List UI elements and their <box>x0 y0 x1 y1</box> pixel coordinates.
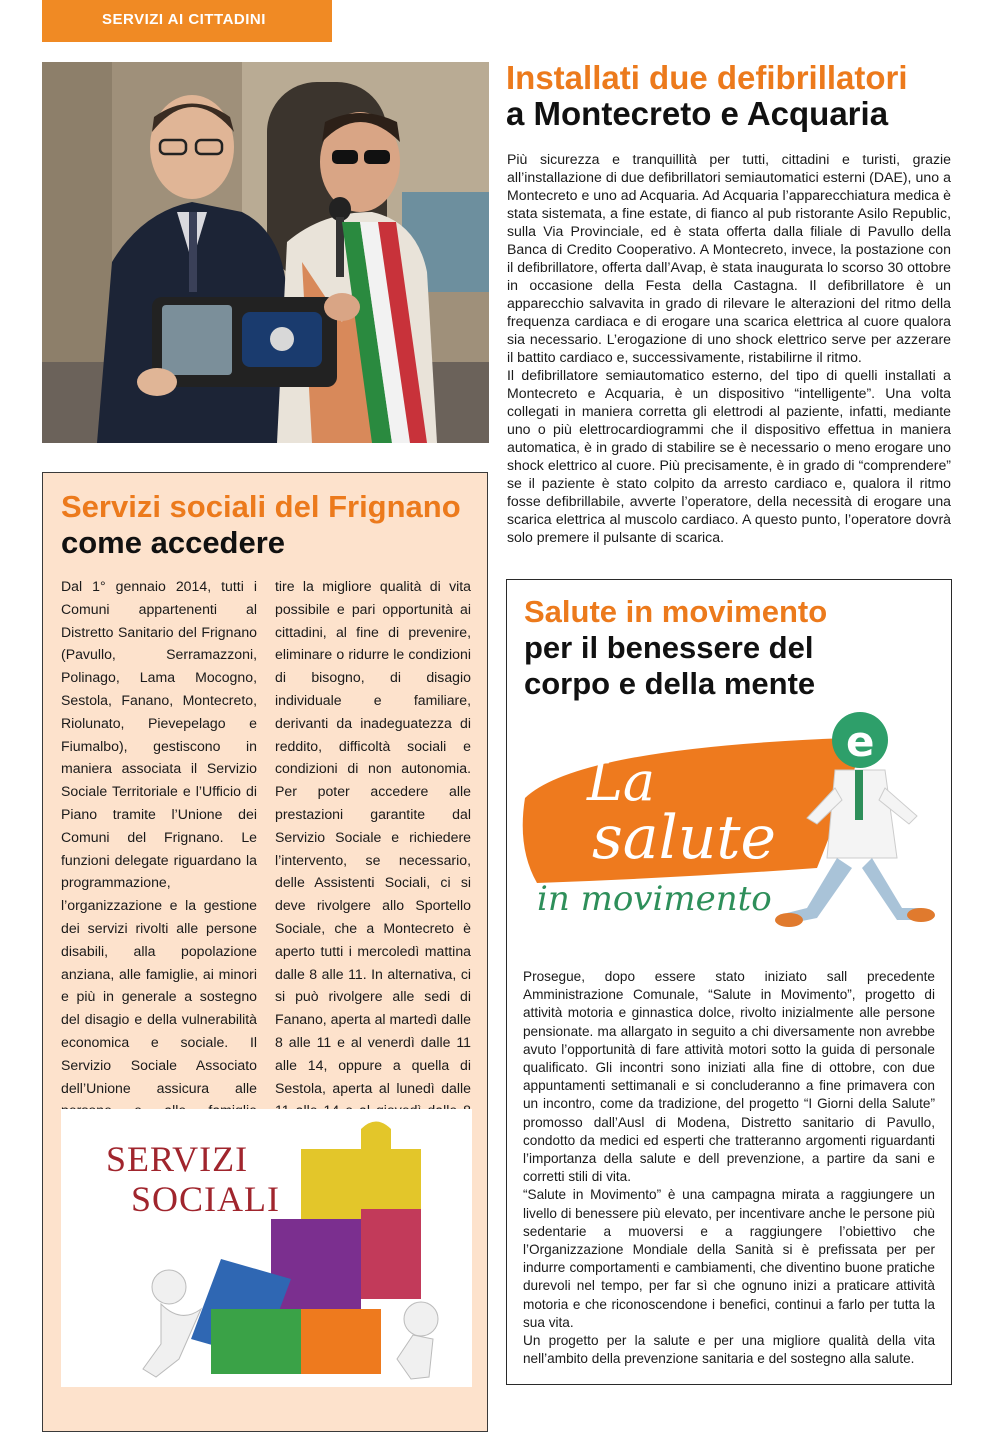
logo-word-la: La <box>587 750 656 813</box>
salute-title-line1: Salute in movimento <box>524 594 828 629</box>
salute-paragraph-3: Un progetto per la salute e per una migliore qualità della vita nell’ambito della prevenzione sanitaria e del sostegno alla salute. <box>523 1333 935 1367</box>
salute-title <box>524 594 944 702</box>
salute-paragraph-2: “Salute in Movimento” è una campagna mirata a raggiungere un livello di benessere più elevato, per incentivare anche le persone più sedentarie a muoversi e a raggiungere l’obiettivo che l’Organizzazione Mondiale della Sanità si è prefissata per per indurre comportamenti e cambiamenti, che diventino buone pratiche durevoli nel tempo, per far sì che ognuno inizi a praticare attività motoria e che riconoscendone i benefici, continui a farlo per tutta la sua vita. <box>523 1187 935 1330</box>
defibrillator-article-body <box>507 150 951 546</box>
sociali-text: SOCIALI <box>131 1179 280 1219</box>
social-services-title <box>61 489 481 561</box>
puzzle-illustration <box>61 1109 472 1387</box>
defibrillator-paragraph-1: Più sicurezza e tranquillità per tutti, cittadini e turisti, grazie all’installazione di due defibrillatori semiautomatici esterni (DAE), uno a Montecreto e uno ad Acquaria. Ad Acquaria l’apparecchiatura medica è stata sistemata, a fine estate, di fianco al pub ristorante Asilo Republic, sulla Via Provinciale, ed è stata offerta dalla filiale di Pavullo della Banca di Credito Cooperativo. A Montecreto, invece, la postazione con il defibrillatore, offerta dall’Avap, è stata inaugurata lo scorso 30 ottobre in occasione della Festa della Castagna. Il defibrillatore è un apparecchio salvavita in grado di rilevare le alterazioni del ritmo della frequenza cardiaca e di erogare una scarica elettrica al cuore qualora sia necessario. L’erogazione di uno shock elettrico serve per azzerare il battito cardiaco e, successivamente, ristabilirne il ritmo. <box>507 151 951 365</box>
logo-word-salute: salute <box>592 803 777 873</box>
defibrillator-photo <box>42 62 489 443</box>
social-title-line2: come accedere <box>61 525 286 560</box>
servizi-text: SERVIZI <box>106 1139 249 1179</box>
salute-box <box>506 579 952 1385</box>
defibrillator-article-title <box>506 60 966 132</box>
social-title-line1: Servizi sociali del Frignano <box>61 489 461 524</box>
salute-logo-illustration <box>517 708 937 958</box>
defibrillator-title-line2: a Montecreto e Acquaria <box>506 95 889 132</box>
defibrillator-title-line1: Installati due defibrillatori <box>506 59 908 96</box>
social-services-box <box>42 472 488 1432</box>
section-header-tab <box>42 0 332 42</box>
logo-e-letter: e <box>846 717 875 766</box>
salute-paragraph-1: Prosegue, dopo essere stato iniziato sall precedente Amministrazione Comunale, “Salute in Movimento”, progetto di attività motoria e ginnastica dolce, rivolto inizialmente alle persone pensionate. ma allargato in seguito a chi diversamente non avrebbe avuto l’opportunità di fare attività motori sotto la guida di personale qualificato. Gli incontri sono iniziati alla fine di ottobre, con due appuntamenti settimanali e si concluderanno a fine primavera con un incontro, come da tradizione, del progetto “I Giorni della Salute” promosso dall’Ausl di Modena, Distretto sanitario di Pavullo, condotto da medici ed esperti che tratteranno argomenti riguardanti l’importanza della salute e dell prevenzione, a partire da sani e corretti stili di vita. <box>523 969 935 1185</box>
social-column-right: tire la migliore qualità di vita possibile e pari opportunità ai cittadini, al fine di prevenire, eliminare o ridurre le condizioni di bisogno, di disagio individuale e familiare, derivanti da inadeguatezza di reddito, difficoltà sociali e condizioni di non autonomia. Per poter accedere alle prestazioni garantite dal Servizio Sociale e richiedere l’intervento, se necessario, delle Assistenti Sociali, ci si deve rivolgere allo Sportello Sociale, che a Montecreto è aperto tutti i mercoledì mattina dalle 8 alle 11. In alternativa, ci si può rivolgere alle sedi di Fanano, aperta al martedì dalle 8 alle 11 e al venerdì dalle 11 alle 14, oppure a quella di Sestola, aperta al lunedì dalle <box>275 578 471 1096</box>
social-column-left: Dal 1° gennaio 2014, tutti i Comuni appartenenti al Distretto Sanitario del Frignano (Pavullo, Serramazzoni, Polinago, Lama Mocogno, Sestola, Fanano, Montecreto, Riolunato, Pievepelago e Fiumalbo), gestiscono in maniera associata il Servizio Sociale Territoriale e l’Ufficio di Piano tramite l’Unione dei Comuni del Frignano. Le funzioni delegate riguardano la programmazione, l’organizzazione e la gestione dei servizi rivolti alle persone disabili, alla popolazione anziana, alle famiglie, ai minori e più in generale a sostegno del disagio e della vulnerabilità economica e sociale. Il Servizio Sociale Associato dell’Unione assicura alle <box>61 578 257 1096</box>
salute-title-line2: per il benessere del <box>524 630 814 665</box>
salute-title-line3: corpo e della mente <box>524 666 816 701</box>
logo-word-movimento: in movimento <box>537 879 772 919</box>
photo-illustration <box>42 62 489 443</box>
social-services-image <box>61 1109 472 1387</box>
defibrillator-paragraph-2: Il defibrillatore semiautomatico esterno, del tipo di quelli installati a Montecreto e Acquaria, è un dispositivo “intelligente”. Una volta collegati in maniera corretta gli elettrodi al paziente, infatti, mediante uno o più elettrocardiogrammi che il dispositivo effettua in maniera automatica, è in grado di stabilire se è necessario o meno erogare uno shock elettrico al cuore. Più precisamente, è in grado di “comprendere” se il paziente è stato colpito da arresto cardiaco e, qualora il ritmo fosse defibrillabile, avverte l’operatore, della necessità di erogare una scarica elettrica al muscolo cardiaco. A questo punto, l’operatore dovrà solo premere il pulsante di scarica. <box>507 367 951 545</box>
section-label: SERVIZI AI CITTADINI <box>102 11 266 28</box>
salute-article-body <box>523 968 935 1368</box>
salute-logo <box>517 708 937 958</box>
